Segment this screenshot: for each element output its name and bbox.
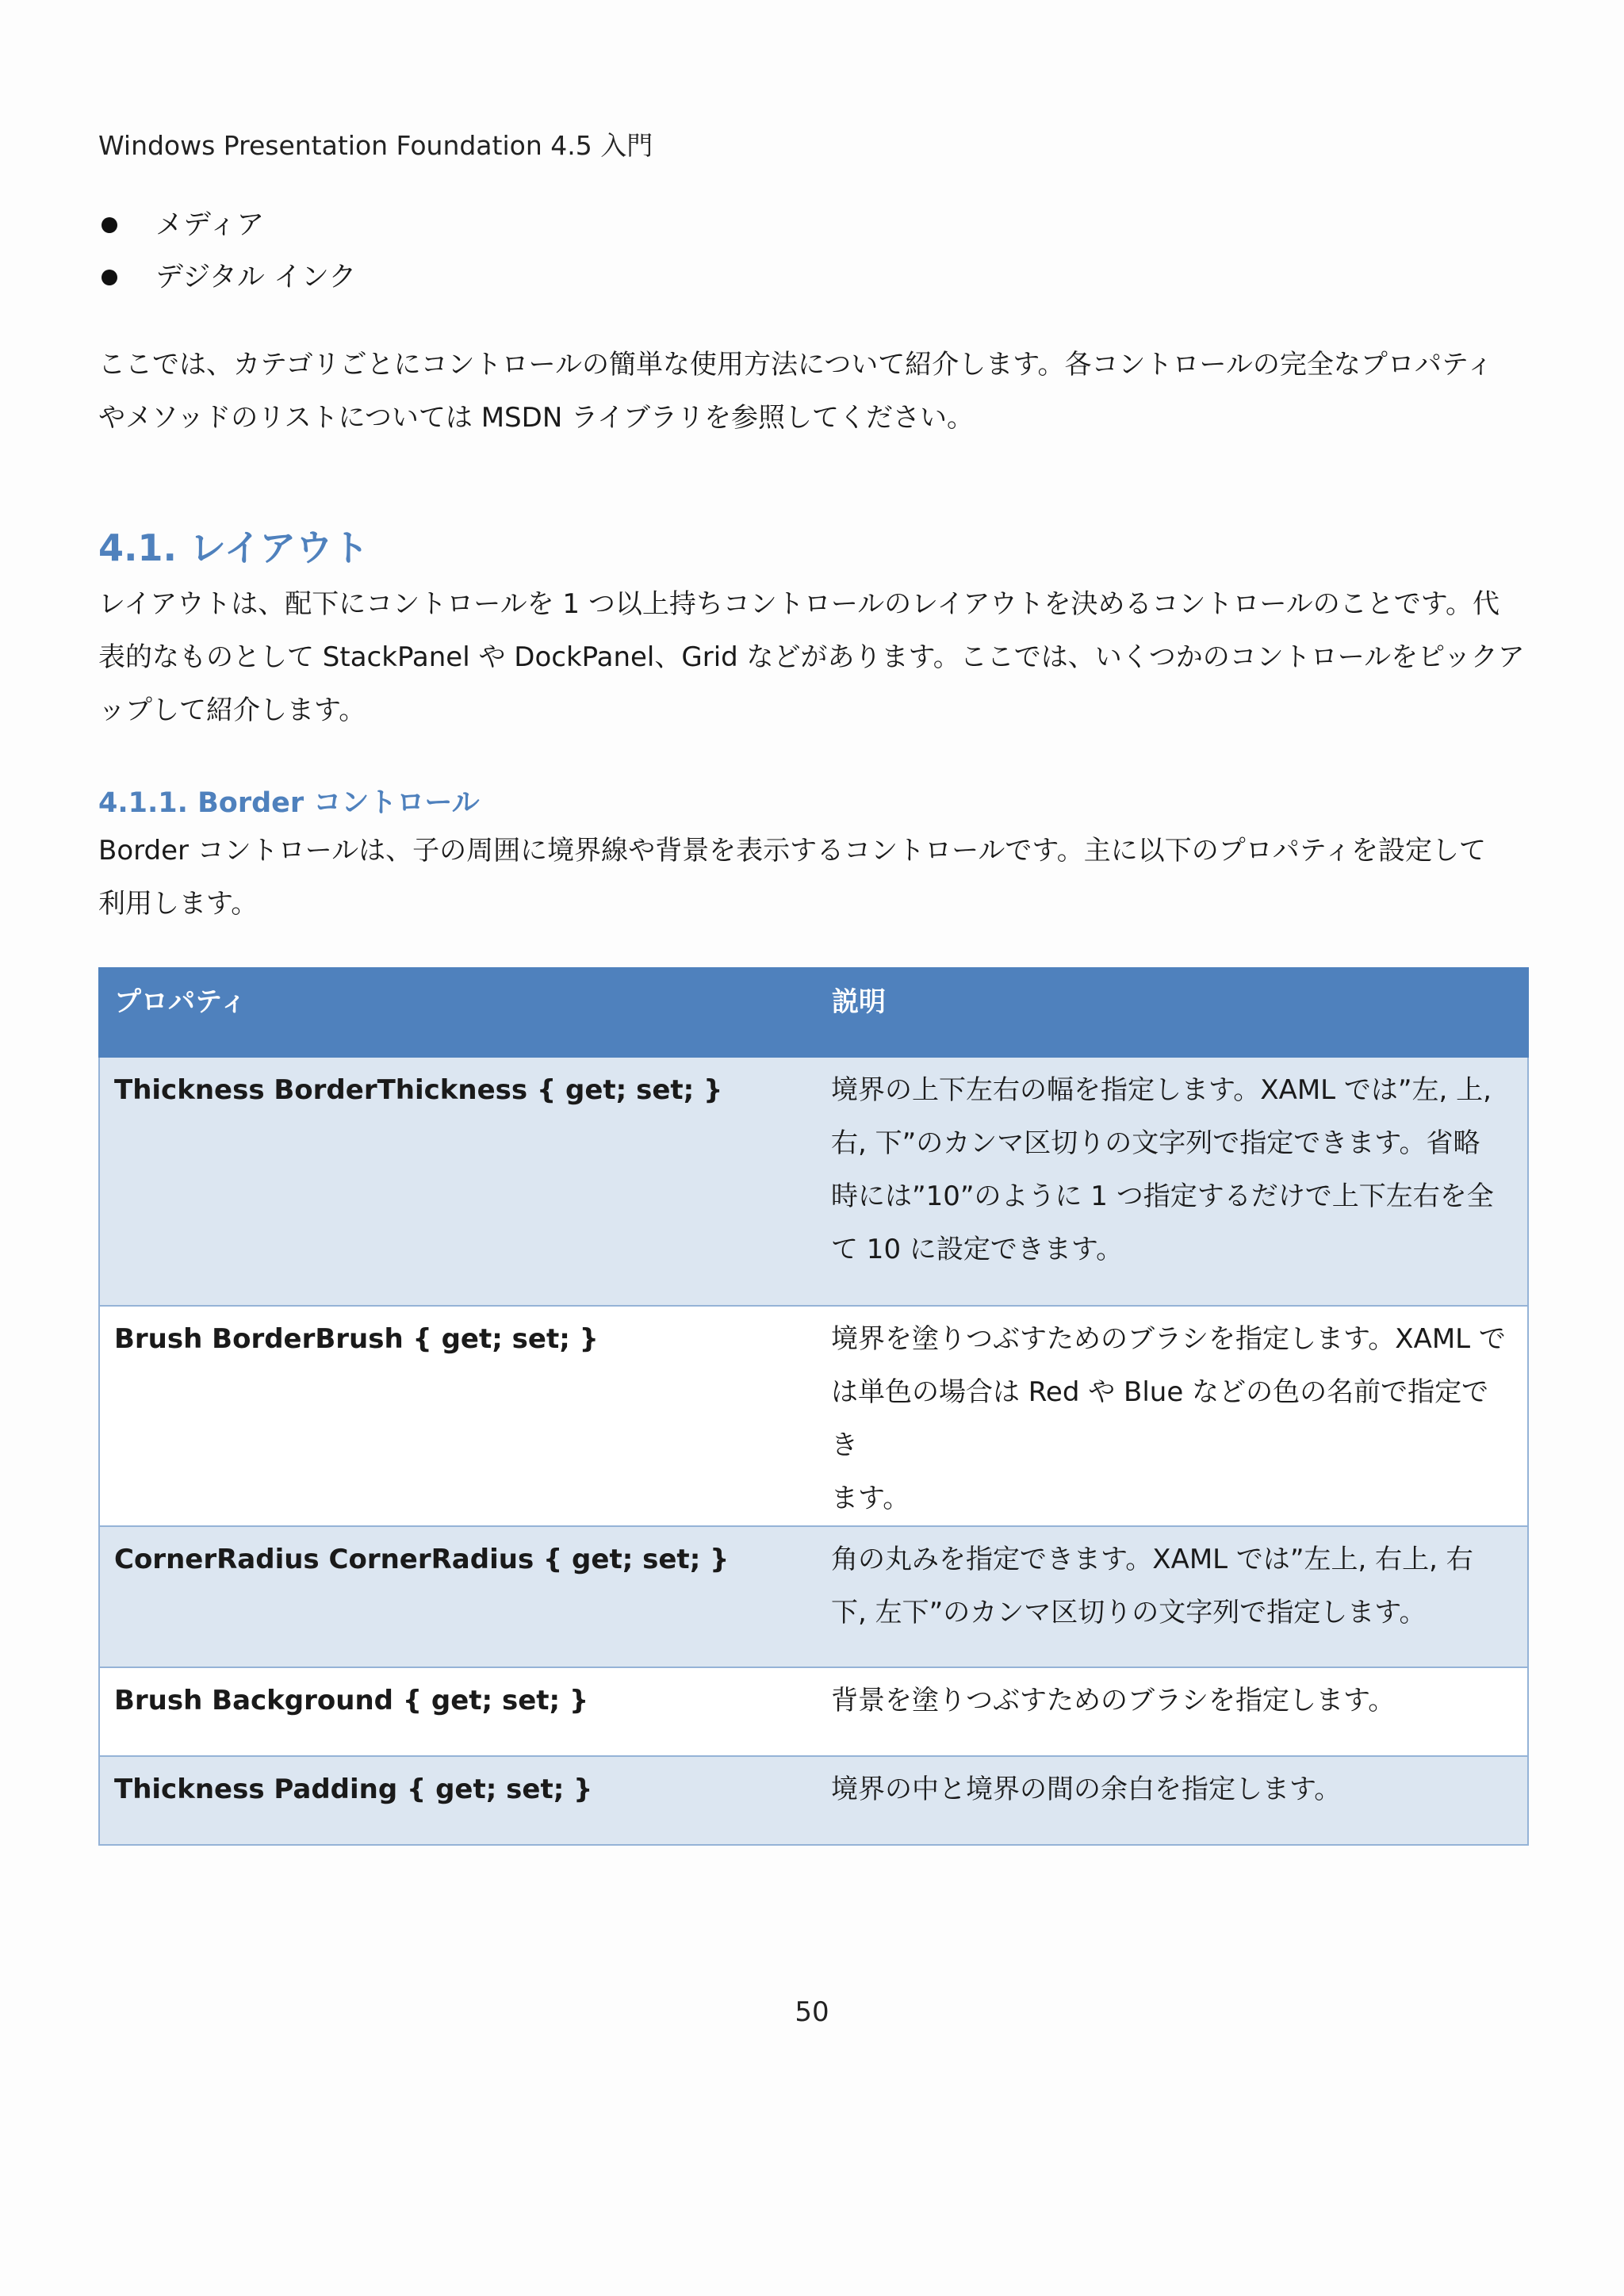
description-line: て 10 に設定できます。: [831, 1234, 1124, 1265]
table-row: [99, 1667, 1528, 1756]
intro-line: ここでは、カテゴリごとにコントロールの簡単な使用方法について紹介します。各コントロールの完全なプロパティ: [98, 349, 1494, 381]
table-row: [99, 1057, 1528, 1306]
description-line: は単色の場合は Red や Blue などの色の名前で指定でき: [831, 1376, 1489, 1461]
property-cell: Brush Background { get; set; }: [99, 1667, 817, 1756]
description-cell: [817, 1756, 1528, 1845]
bullet-icon: [102, 270, 117, 285]
description-cell: [817, 1306, 1528, 1526]
section-line: レイアウトは、配下にコントロールを 1 つ以上持ちコントロールのレイアウトを決めるコントロールのことです。代: [98, 588, 1500, 620]
description-line: 背景を塗りつぶすためのブラシを指定します。: [831, 1685, 1396, 1716]
subsection-line: 利用します。: [98, 888, 259, 920]
subsection-line: Border コントロールは、子の周囲に境界線や背景を表示するコントロールです。主に以下のプロパティを設定して: [98, 835, 1486, 867]
section-heading: 4.1. レイアウト: [98, 526, 370, 569]
intro-line: やメソッドのリストについては MSDN ライブラリを参照してください。: [98, 402, 975, 434]
description-line: 下, 左下”のカンマ区切りの文字列で指定します。: [831, 1597, 1427, 1628]
description-line: 境界を塗りつぶすためのブラシを指定します。XAML で: [831, 1323, 1506, 1355]
subsection-heading: 4.1.1. Border コントロール: [98, 787, 480, 819]
description-cell: [817, 1057, 1528, 1306]
section-line: ップして紹介します。: [98, 695, 366, 726]
property-cell: Thickness Padding { get; set; }: [99, 1756, 817, 1845]
description-line: 境界の中と境界の間の余白を指定します。: [831, 1774, 1342, 1805]
table-row: [99, 1756, 1528, 1845]
table-header-row: [99, 968, 1528, 1057]
intro-paragraph: [98, 339, 1526, 445]
bullet-text: デジタル インク: [155, 262, 357, 293]
property-cell: CornerRadius CornerRadius { get; set; }: [99, 1526, 817, 1667]
property-cell: Thickness BorderThickness { get; set; }: [99, 1057, 817, 1306]
column-header-description: 説明: [817, 968, 1528, 1057]
description-cell: [817, 1667, 1528, 1756]
bullet-icon: [102, 217, 117, 233]
subsection-paragraph: [98, 825, 1526, 931]
description-line: 境界の上下左右の幅を指定します。XAML では”左, 上,: [831, 1074, 1492, 1106]
list-item: [98, 208, 356, 260]
description-line: ます。: [831, 1483, 910, 1514]
table-row: [99, 1306, 1528, 1526]
bullet-list: [98, 208, 356, 312]
running-header: Windows Presentation Foundation 4.5 入門: [98, 130, 653, 161]
description-line: 右, 下”のカンマ区切りの文字列で指定できます。省略: [831, 1127, 1480, 1159]
property-cell: Brush BorderBrush { get; set; }: [99, 1306, 817, 1526]
section-line: 表的なものとして StackPanel や DockPanel、Grid などがあります。ここでは、いくつかのコントロールをピックア: [98, 641, 1525, 673]
description-line: 時には”10”のように 1 つ指定するだけで上下左右を全: [831, 1181, 1494, 1212]
page-number: 50: [795, 1996, 829, 2028]
bullet-text: メディア: [155, 209, 265, 241]
list-item: [98, 260, 356, 312]
description-line: 角の丸みを指定できます。XAML では”左上, 右上, 右: [831, 1544, 1473, 1575]
table-row: [99, 1526, 1528, 1667]
column-header-property: プロパティ: [99, 968, 817, 1057]
description-cell: [817, 1526, 1528, 1667]
property-table: [98, 967, 1529, 1846]
section-paragraph: [98, 578, 1526, 737]
